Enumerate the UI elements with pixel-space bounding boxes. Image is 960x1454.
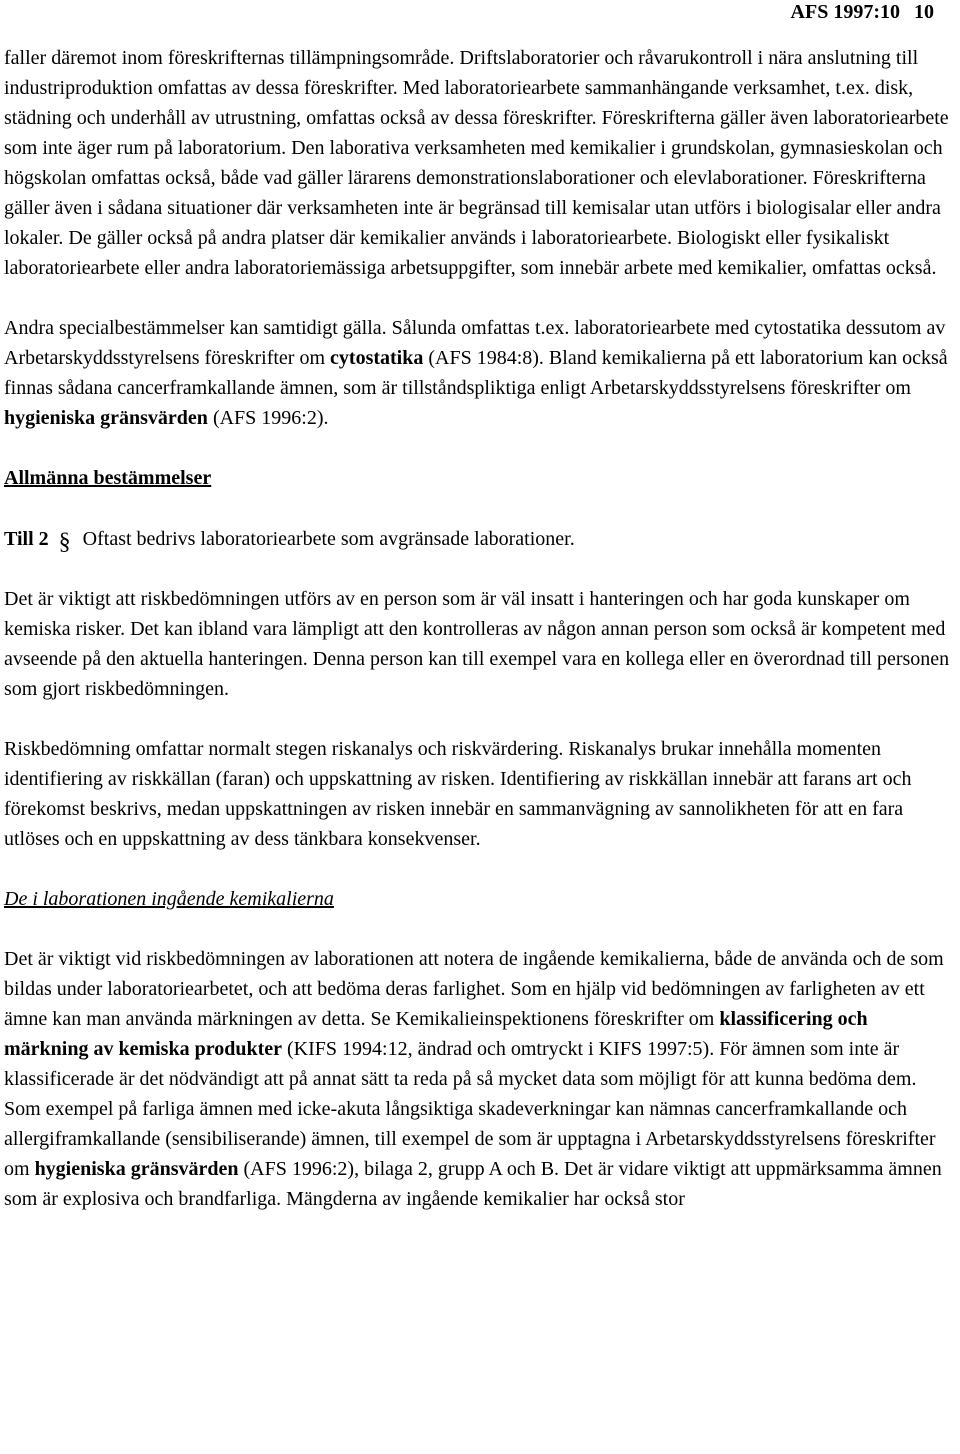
bold-term-hygieniska-gransvarden: hygieniska gränsvärden (34, 1158, 239, 1180)
bold-term-hygieniska-gransvarden: hygieniska gränsvärden (4, 407, 208, 429)
page-number: 10 (914, 1, 934, 23)
til-label: Till 2 (4, 528, 49, 550)
text-run: Andra specialbestämmelser kan samtidigt gälla. Sålunda omfattas t.ex. laboratoriearbete med cytostatika dessutom av Arbetarskyddsstyrelsens föreskrifter om (4, 317, 946, 369)
bold-term-cytostatika: cytostatika (330, 347, 424, 369)
text-run: (KIFS 1994:12, ändrad och omtryckt i KIFS 1997:5). För ämnen som inte är klassificerade är det nödvändigt att på annat sätt ta reda på så mycket data som möjligt för att kunna bedöma dem. Som exempel på farliga ämnen med icke-akuta långsiktiga skadeverkningar kan nämnas cancerframkallande och allergiframkallande (sensibiliserande) ämnen, till exempel de som är upptagna i Arbetarskyddsstyrelsens föreskrifter om (4, 1038, 936, 1180)
til-text: Oftast bedrivs laboratoriearbete som avgränsade laborationer. (82, 528, 575, 550)
text-run: (AFS 1996:2). (207, 407, 329, 429)
paragraph-gap (4, 433, 956, 463)
text-run: Det är viktigt vid riskbedömningen av laborationen att notera de ingående kemikalierna, både de använda och de som bildas under laboratoriearbetet, och att bedöma deras farlighet. Som en hjälp vid bedömningen av farligheten av ett ämne kan man använda märkningen av detta. Se Kemikalieinspektionens föreskrifter om (4, 948, 944, 1030)
section-heading: Allmänna bestämmelser (4, 467, 212, 489)
til-paragraph (4, 523, 956, 554)
text-run: (AFS 1984:8). Bland kemikalierna på ett laboratorium kan också finnas sådana cancerframkallande ämnen, som är tillståndspliktiga enligt Arbetarskyddsstyrelsens föreskrifter om (4, 347, 948, 399)
paragraph-scope-text: faller däremot inom föreskrifternas tillämpningsområde. Driftslaboratorier och råvarukontroll i nära anslutning till industriproduktion omfattas av dessa föreskrifter. Med laboratoriearbete sammanhängande verksamhet, t.ex. disk, städning och underhåll av utrustning, omfattas också av dessa föreskrifter. Föreskrifterna gäller även laboratoriearbete som inte äger rum på laboratorium. Den laborativa verksamheten med kemikalier i grundskolan, gymnasieskolan och högskolan omfattas också, både vad gäller lärarens demonstrationslaborationer och elevlaborationer. Föreskrifterna gäller även i sådana situationer där verksamheten inte är begränsad till kemisalar utan utförs i biologisalar eller andra lokaler. De gäller också på andra platser där kemikalier används i laboratoriearbete. Biologiskt eller fysikaliskt laboratoriearbete eller andra laboratoriemässiga arbetsuppgifter, som innebär arbete med kemikalier, omfattas också. (4, 47, 949, 279)
document-reference: AFS 1997:10 (790, 1, 900, 23)
paragraph-risk-assessment-steps: Riskbedömning omfattar normalt stegen riskanalys och riskvärdering. Riskanalys brukar innehålla momenten identifiering av riskkällan (faran) och uppskattning av risken. Identifiering av riskkällan innebär att farans art och förekomst beskrivs, medan uppskattningen av risken innebär en sammanvägning av sannolikheten för att en fara utlöses och en uppskattning av dess tänkbara konsekvenser. (4, 738, 912, 850)
paragraph-chemicals (4, 944, 956, 1214)
paragraph-gap (4, 914, 956, 944)
text-run: (AFS 1996:2), bilaga 2, grupp A och B. Det är vidare viktigt att uppmärksamma ämnen som är explosiva och brandfarliga. Mängderna av ingående kemikalier har också stor (4, 1158, 942, 1210)
page-header (791, 0, 934, 24)
paragraph-gap (4, 554, 956, 584)
sub-heading: De i laborationen ingående kemikalierna (4, 888, 334, 910)
paragraph-gap (4, 283, 956, 313)
document-body (4, 43, 956, 1214)
paragraph-gap (4, 704, 956, 734)
paragraph-special-provisions (4, 313, 956, 433)
paragraph-gap (4, 493, 956, 523)
paragraph-risk-assessor: Det är viktigt att riskbedömningen utförs av en person som är väl insatt i hanteringen och har goda kunskaper om kemiska risker. Det kan ibland vara lämpligt att den kontrolleras av någon annan person som också är kompetent med avseende på den aktuella hanteringen. Denna person kan till exempel vara en kollega eller en överordnad till personen som gjort riskbedömningen. (4, 588, 950, 700)
bold-term-klassificering: klassificering och märkning av kemiska produkter (4, 1008, 868, 1060)
paragraph-gap (4, 854, 956, 884)
paragraph-scope (4, 43, 956, 283)
paragraph-sign: § (58, 529, 71, 555)
